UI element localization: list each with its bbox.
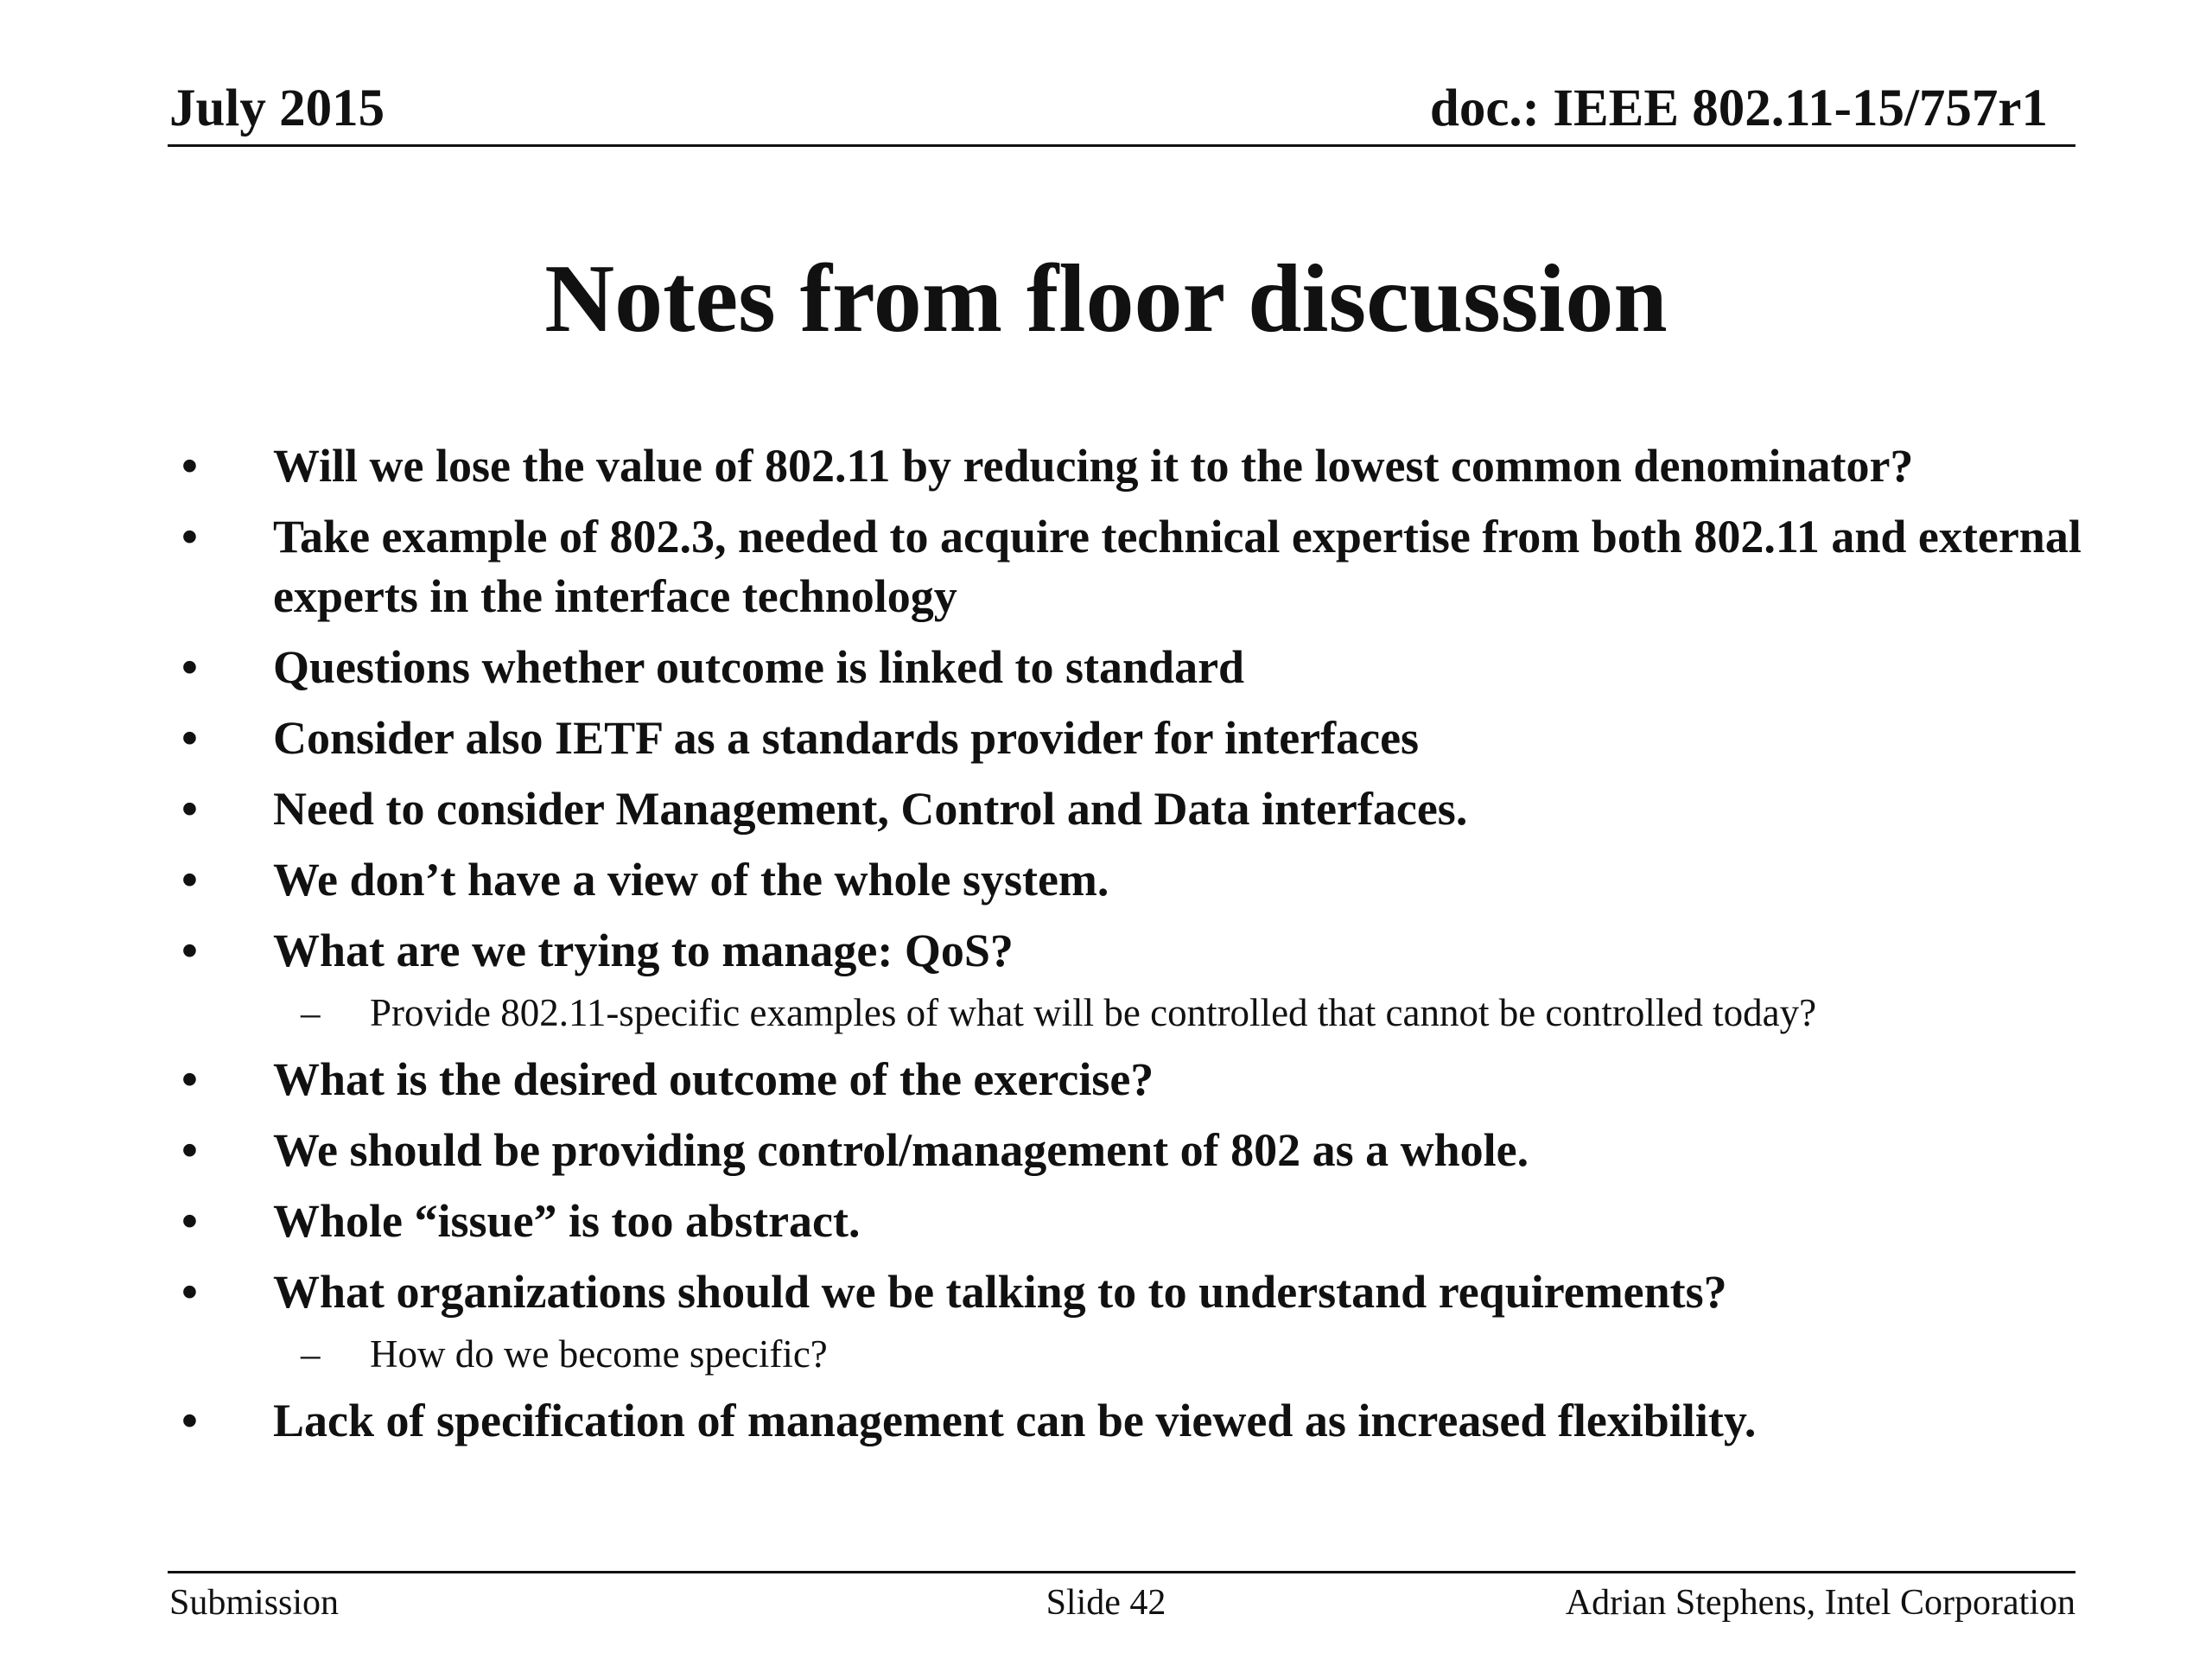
bullet-item	[181, 850, 2117, 910]
bullet-item	[181, 1262, 2117, 1322]
bullet-item	[181, 638, 2117, 697]
bullet-item	[181, 1192, 2117, 1251]
bullet-marker: •	[181, 440, 198, 492]
dash-marker: –	[301, 1332, 321, 1376]
dash-marker: –	[301, 991, 321, 1034]
bullet-text: What is the desired outcome of the exercise?	[273, 1053, 1154, 1105]
bullet-marker: •	[181, 925, 198, 976]
header-divider	[168, 144, 2075, 147]
footer-author: Adrian Stephens, Intel Corporation	[1565, 1583, 2075, 1623]
bullet-item	[181, 507, 2117, 626]
bullet-marker: •	[181, 1395, 198, 1446]
bullet-marker: •	[181, 712, 198, 764]
footer-submission: Submission	[169, 1583, 340, 1623]
bullet-item	[181, 1391, 2117, 1451]
bullet-item	[181, 436, 2117, 496]
bullet-item	[181, 1121, 2117, 1180]
bullet-item	[181, 779, 2117, 839]
bullet-marker: •	[181, 1195, 198, 1247]
bullet-text: Will we lose the value of 802.11 by reducing it to the lowest common denominator?	[273, 440, 1914, 492]
bullet-text: Need to consider Management, Control and Data interfaces.	[273, 783, 1468, 835]
bullet-text: Questions whether outcome is linked to standard	[273, 641, 1245, 693]
footer-slide-number: Slide 42	[1046, 1583, 1166, 1623]
bullet-marker: •	[181, 1124, 198, 1176]
bullet-marker: •	[181, 641, 198, 693]
bullet-marker: •	[181, 783, 198, 835]
bullet-text: What are we trying to manage: QoS?	[273, 925, 1014, 976]
bullet-text: How do we become specific?	[370, 1332, 828, 1376]
bullet-marker: •	[181, 511, 198, 563]
bullet-text: We should be providing control/management of 802 as a whole.	[273, 1124, 1529, 1176]
bullet-marker: •	[181, 1266, 198, 1318]
bullet-text: Take example of 802.3, needed to acquire technical expertise from both 802.11 and external experts in the interface technology	[273, 511, 2082, 622]
bullet-text: Lack of specification of management can be viewed as increased flexibility.	[273, 1395, 1757, 1446]
bullet-item	[181, 1050, 2117, 1109]
slide-title: Notes from floor discussion	[544, 245, 1668, 353]
footer-divider	[168, 1571, 2075, 1573]
bullet-item	[181, 709, 2117, 768]
bullet-marker: •	[181, 1053, 198, 1105]
bullet-text: We don’t have a view of the whole system.	[273, 854, 1109, 906]
header-doc-id: doc.: IEEE 802.11-15/757r1	[1429, 79, 2048, 137]
bullet-text: Provide 802.11-specific examples of what will be controlled that cannot be controlled today?	[370, 991, 1817, 1034]
bullet-text: What organizations should we be talking to to understand requirements?	[273, 1266, 1727, 1318]
bullet-item	[181, 921, 2117, 981]
sub-bullet-item	[181, 1328, 2117, 1380]
bullet-list	[181, 436, 2117, 1462]
sub-bullet-item	[181, 987, 2117, 1039]
bullet-text: Consider also IETF as a standards provider for interfaces	[273, 712, 1420, 764]
bullet-marker: •	[181, 854, 198, 906]
bullet-text: Whole “issue” is too abstract.	[273, 1195, 861, 1247]
header-date: July 2015	[169, 79, 385, 137]
